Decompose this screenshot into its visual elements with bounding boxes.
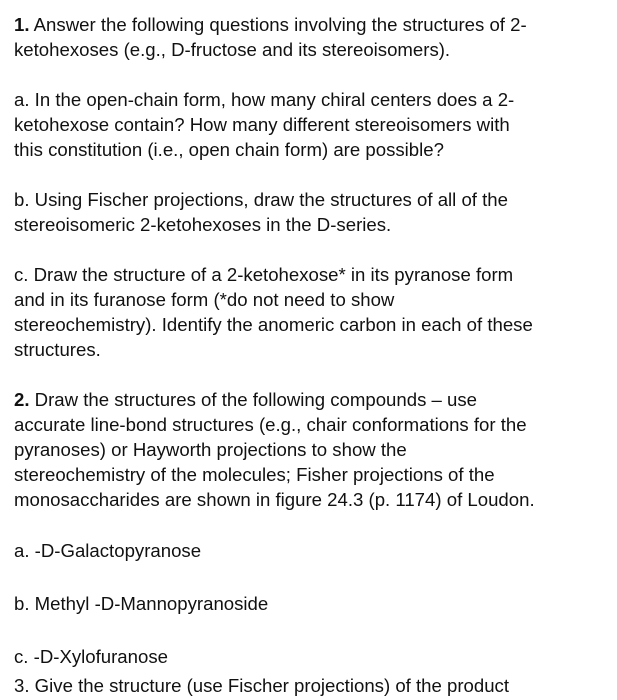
question-2-number: 2. bbox=[14, 389, 30, 410]
question-1-part-a bbox=[14, 87, 612, 162]
question-document bbox=[14, 12, 612, 669]
q1c-line-3: stereochemistry). Identify the anomeric carbon in each of these bbox=[14, 314, 533, 335]
q1-line-2: ketohexoses (e.g., D-fructose and its stereoisomers). bbox=[14, 39, 451, 60]
question-2-part-c: c. -D-Xylofuranose bbox=[14, 646, 168, 667]
question-1-part-c bbox=[14, 262, 612, 362]
q2-line-5: monosaccharides are shown in figure 24.3 (p. 1174) of Loudon. bbox=[14, 489, 535, 510]
q1-line-1: 1. Answer the following questions involving the structures of 2- bbox=[14, 14, 527, 35]
question-2-part-b: b. Methyl -D-Mannopyranoside bbox=[14, 593, 269, 614]
question-3-partial: 3. Give the structure (use Fischer projections) of the product bbox=[14, 675, 510, 696]
question-1-number: 1. bbox=[14, 14, 30, 35]
question-2-part-a: a. -D-Galactopyranose bbox=[14, 540, 202, 561]
q1a-line-3: this constitution (i.e., open chain form) are possible? bbox=[14, 139, 444, 160]
question-1-part-b bbox=[14, 187, 612, 237]
question-1-intro bbox=[14, 12, 612, 62]
q1a-line-2: ketohexose contain? How many different stereoisomers with bbox=[14, 114, 510, 135]
q1c-line-2: and in its furanose form (*do not need to show bbox=[14, 289, 395, 310]
q1c-line-1: c. Draw the structure of a 2-ketohexose* in its pyranose form bbox=[14, 264, 514, 285]
q1b-line-1: b. Using Fischer projections, draw the structures of all of the bbox=[14, 189, 508, 210]
q2-line-3: pyranoses) or Hayworth projections to show the bbox=[14, 439, 407, 460]
question-2-intro bbox=[14, 387, 612, 512]
q2-line-4: stereochemistry of the molecules; Fisher projections of the bbox=[14, 464, 495, 485]
q1a-line-1: a. In the open-chain form, how many chiral centers does a 2- bbox=[14, 89, 515, 110]
q2-line-1: 2. Draw the structures of the following compounds – use bbox=[14, 389, 478, 410]
q1b-line-2: stereoisomeric 2-ketohexoses in the D-series. bbox=[14, 214, 392, 235]
q2-line-2: accurate line-bond structures (e.g., chair conformations for the bbox=[14, 414, 527, 435]
q1c-line-4: structures. bbox=[14, 339, 101, 360]
